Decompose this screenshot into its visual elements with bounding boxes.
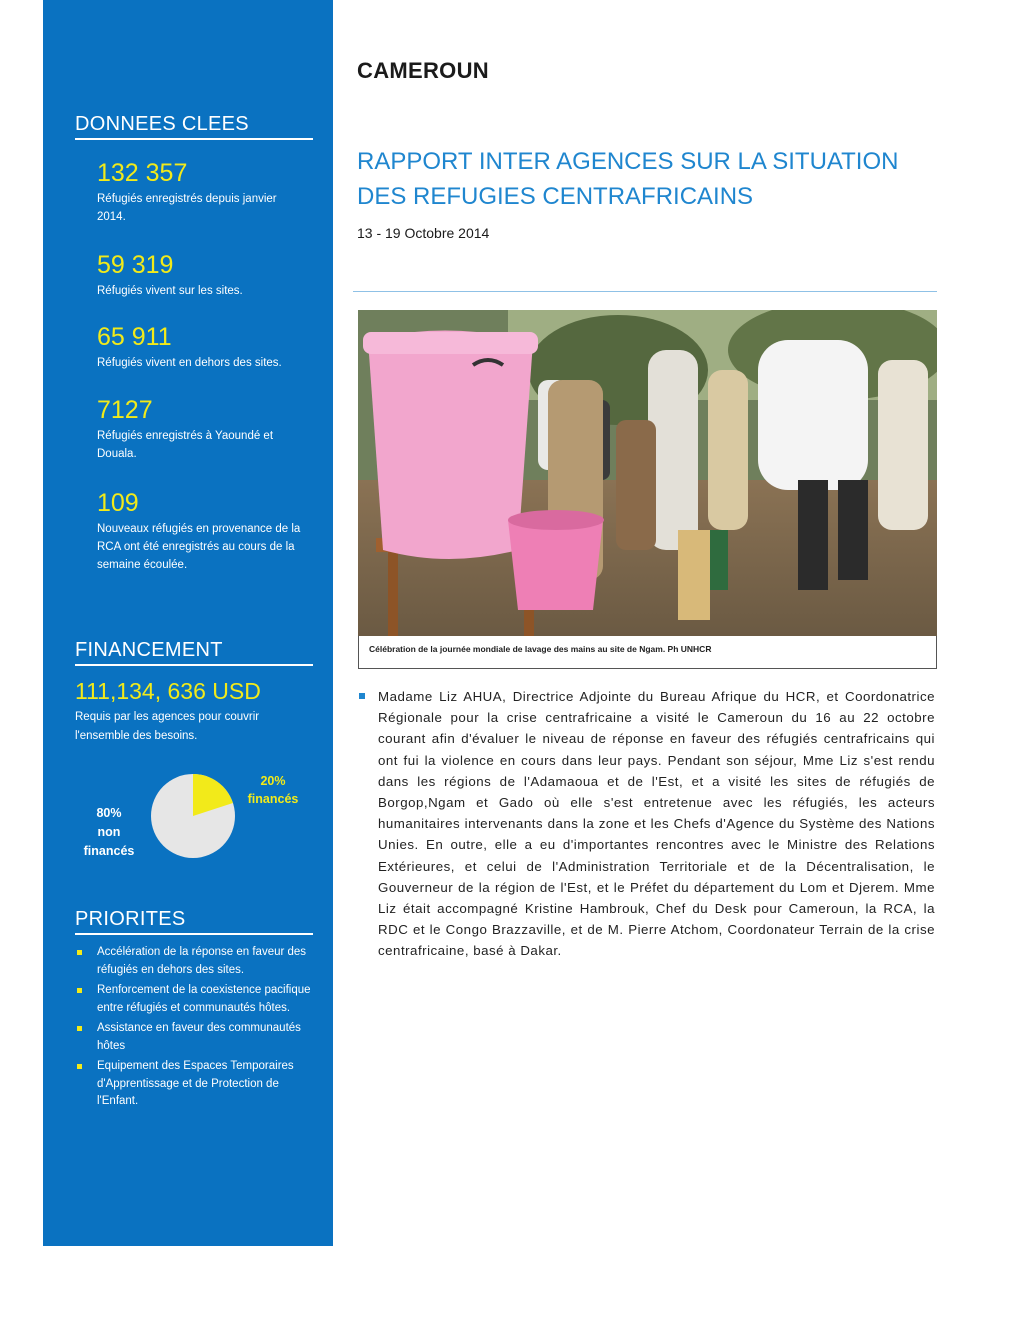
funded-label [233,772,313,808]
unfunded-word-1: non [97,825,121,839]
unfunded-percent: 80% [96,806,122,820]
body-paragraph: Madame Liz AHUA, Directrice Adjointe du Bureau Afrique du HCR, et Coordonatrice Régionale pour la crise centrafricaine a visité le Cameroun du 16 au 22 octobre courant afin d'évaluer le niveau de réponse en faveur des réfugiés centrafricains qui ont fui la violence en cours dans leur pays. Pendant son séjour, Mme Liz s'est rendu dans les régions de l'Adamaoua et de l'Est, et a visité les sites de réfugiés de Borgop,Ngam et Gado où elle s'est entretenue avec les réfugiés, les acteurs humanitaires intervenants dans la zone et les Chefs d'Agence du Système des Nations Unies. En outre, elle a eu d'importantes rencontres avec le Ministre des Relations Extérieures, et celui de l'Administration Territoriale et de la Décentralisation, le Gouverneur de la région de l'Est, et le Préfet du département du Lom et Djerem. Mme Liz était accompagné Kristine Hambrouk, Chef du Desk pour Cameroun, la RCA, la RDC et le Congo Brazzaville, et de M. Pierre Atchom, Coordonateur Terrain de la crise centrafricaine, basé à Dakar. [378,689,935,959]
bullet-square-icon [77,988,82,993]
stat-value: 132 357 [97,159,188,187]
priority-text: Assistance en faveur des communautés hôtes [97,1022,301,1052]
funded-percent: 20% [260,774,286,788]
bullet-square-icon [77,1026,82,1031]
priority-text: Equipement des Espaces Temporaires d'Apprentissage et de Protection de l'Enfant. [97,1060,294,1107]
priority-item [77,1020,317,1055]
report-title-line-1: RAPPORT INTER AGENCES SUR LA SITUATION [357,148,899,175]
priority-item [77,1058,317,1111]
divider [353,291,937,292]
funding-description: Requis par les agences pour couvrir l'ensemble des besoins. [75,711,260,742]
report-title-line-2: DES REFUGIES CENTRAFRICAINS [357,183,754,210]
country-title: CAMEROUN [357,58,489,83]
unfunded-label [73,804,145,861]
stat-block [97,395,307,463]
priority-item [77,982,317,1017]
stat-block [97,488,307,574]
stat-value: 7127 [97,396,153,424]
photo-handwashing-celebration [358,310,937,636]
stat-value: 65 911 [97,323,172,351]
stat-description: Réfugiés enregistrés à Yaoundé et Douala. [97,430,274,460]
stat-value: 109 [97,489,139,517]
stat-block [97,250,307,300]
funding-amount: 111,134, 636 USD [75,678,261,704]
photo-caption: Célébration de la journée mondiale de lavage des mains au site de Ngam. Ph UNHCR [358,636,937,669]
priority-text: Accélération de la réponse en faveur des réfugiés en dehors des sites. [97,946,307,976]
priorities-list [77,944,317,1114]
report-date: 13 - 19 Octobre 2014 [357,225,490,241]
bullet-square-icon [77,950,82,955]
bullet-square-icon [359,693,365,699]
unfunded-word-2: financés [83,844,135,858]
funding-heading: FINANCEMENT [75,638,313,666]
stat-description: Réfugiés vivent sur les sites. [97,285,243,297]
stat-block [97,158,307,226]
priority-item [77,944,317,979]
stat-description: Réfugiés vivent en dehors des sites. [97,357,282,369]
key-data-heading: DONNEES CLEES [75,112,313,140]
priorities-heading: PRIORITES [75,907,313,935]
stat-description: Réfugiés enregistrés depuis janvier 2014. [97,193,277,223]
bullet-square-icon [77,1064,82,1069]
stat-value: 59 319 [97,251,174,279]
funding-pie-chart [149,772,237,860]
stat-block [97,322,307,372]
priority-text: Renforcement de la coexistence pacifique entre réfugiés et communautés hôtes. [97,984,311,1014]
sidebar [43,0,333,1246]
funded-word: financés [247,792,299,806]
report-title [357,144,937,214]
stat-description: Nouveaux réfugiés en provenance de la RCA ont été enregistrés au cours de la semaine écoulée. [97,523,301,571]
